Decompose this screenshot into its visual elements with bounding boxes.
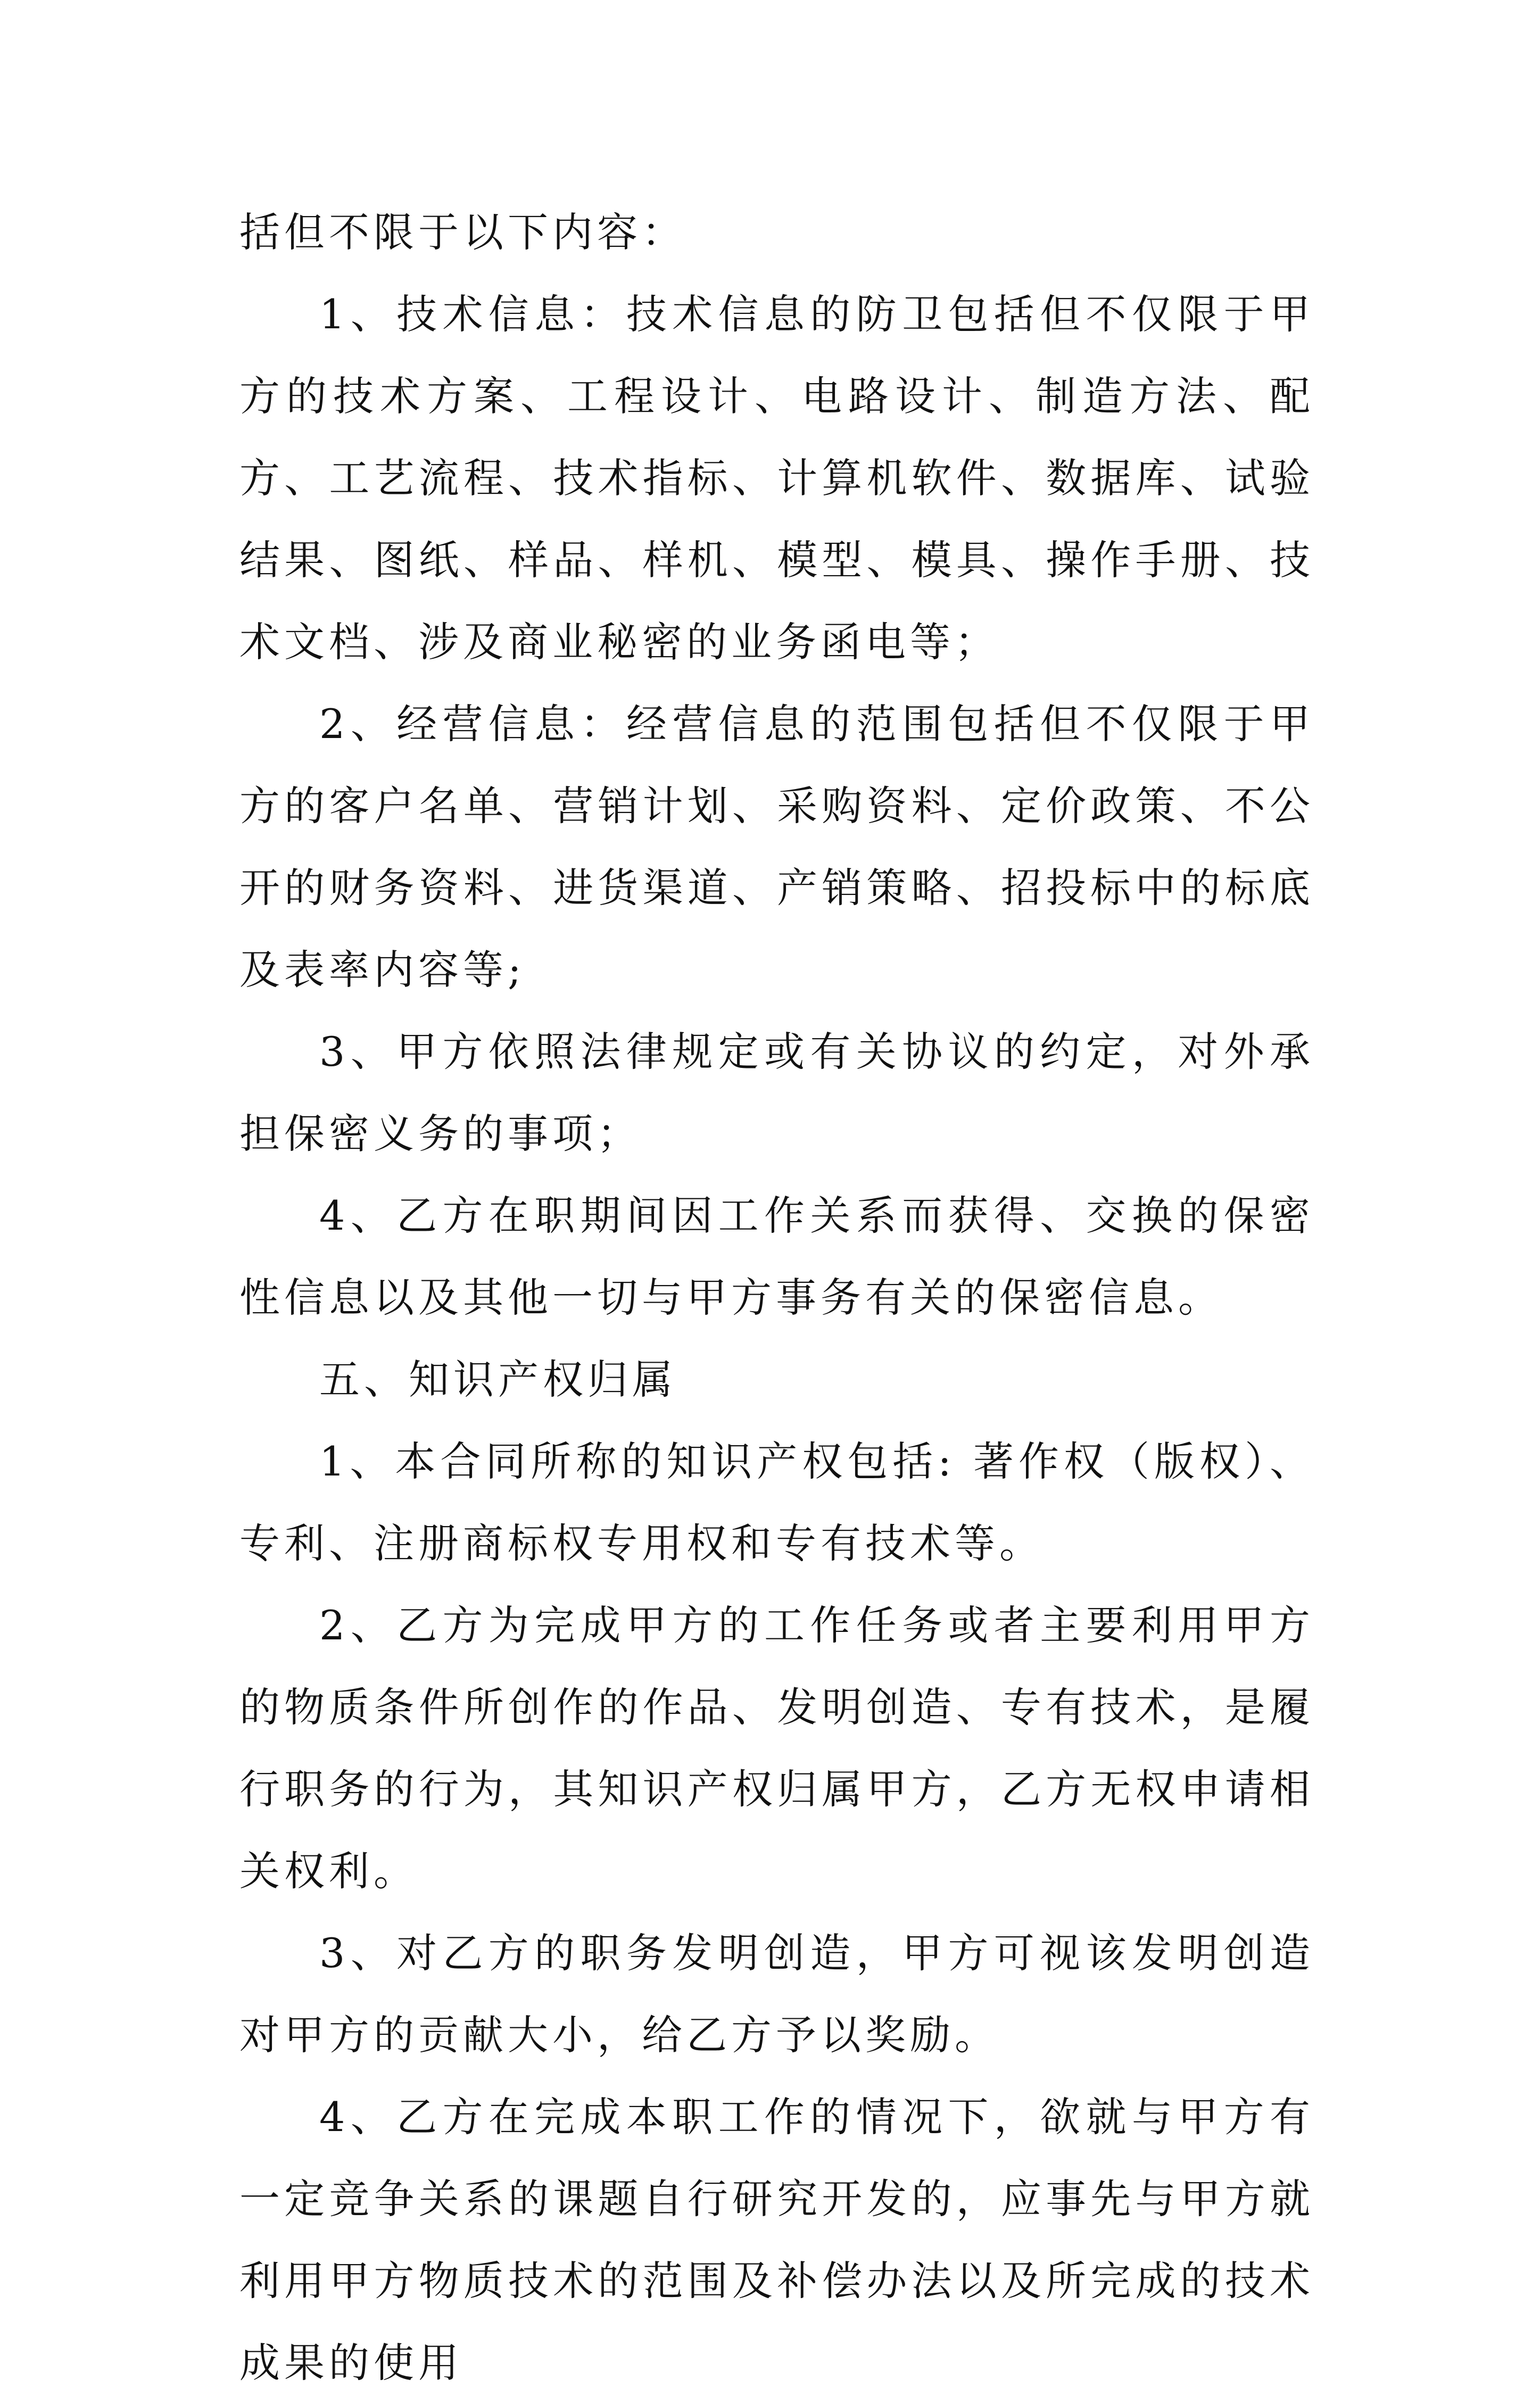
paragraph-ip-independent-research: 4、乙方在完成本职工作的情况下，欲就与甲方有一定竞争关系的课题自行研究开发的，应事先与甲方就利用甲方物质技术的范围及补偿办法以及所完成的技术成果的使用 bbox=[239, 2093, 1314, 2386]
paragraph-ip-rewards: 3、对乙方的职务发明创造，甲方可视该发明创造对甲方的贡献大小，给乙方予以奖励。 bbox=[239, 1929, 1314, 2059]
paragraph-ip-definition: 1、本合同所称的知识产权包括: 著作权（版权）、专利、注册商标权专用权和专有技术等。 bbox=[239, 1438, 1314, 1567]
paragraph-business-info: 2、经营信息：经营信息的范围包括但不仅限于甲方的客户名单、营销计划、采购资料、定价政策、不公开的财务资料、进货渠道、产销策略、招投标中的标底及表率内容等; bbox=[239, 700, 1314, 993]
paragraph-continuation: 括但不限于以下内容： bbox=[239, 209, 686, 256]
paragraph-ip-service-works: 2、乙方为完成甲方的工作任务或者主要利用甲方的物质条件所创作的作品、发明创造、专有技术，是履行职务的行为，其知识产权归属甲方，乙方无权申请相关权利。 bbox=[239, 1602, 1314, 1895]
paragraph-employment-info: 4、乙方在职期间因工作关系而获得、交换的保密性信息以及其他一切与甲方事务有关的保密信息。 bbox=[239, 1192, 1314, 1321]
paragraph-technical-info: 1、技术信息：技术信息的防卫包括但不仅限于甲方的技术方案、工程设计、电路设计、制造方法、配方、工艺流程、技术指标、计算机软件、数据库、试验结果、图纸、样品、样机、模型、模具、操作手册、技术文档、涉及商业秘密的业务函电等； bbox=[239, 291, 1314, 666]
section-heading-ip-ownership: 五、知识产权归属 bbox=[319, 1356, 677, 1403]
document-body bbox=[239, 192, 1314, 2404]
paragraph-legal-obligations: 3、甲方依照法律规定或有关协议的约定，对外承担保密义务的事项； bbox=[239, 1028, 1314, 1157]
